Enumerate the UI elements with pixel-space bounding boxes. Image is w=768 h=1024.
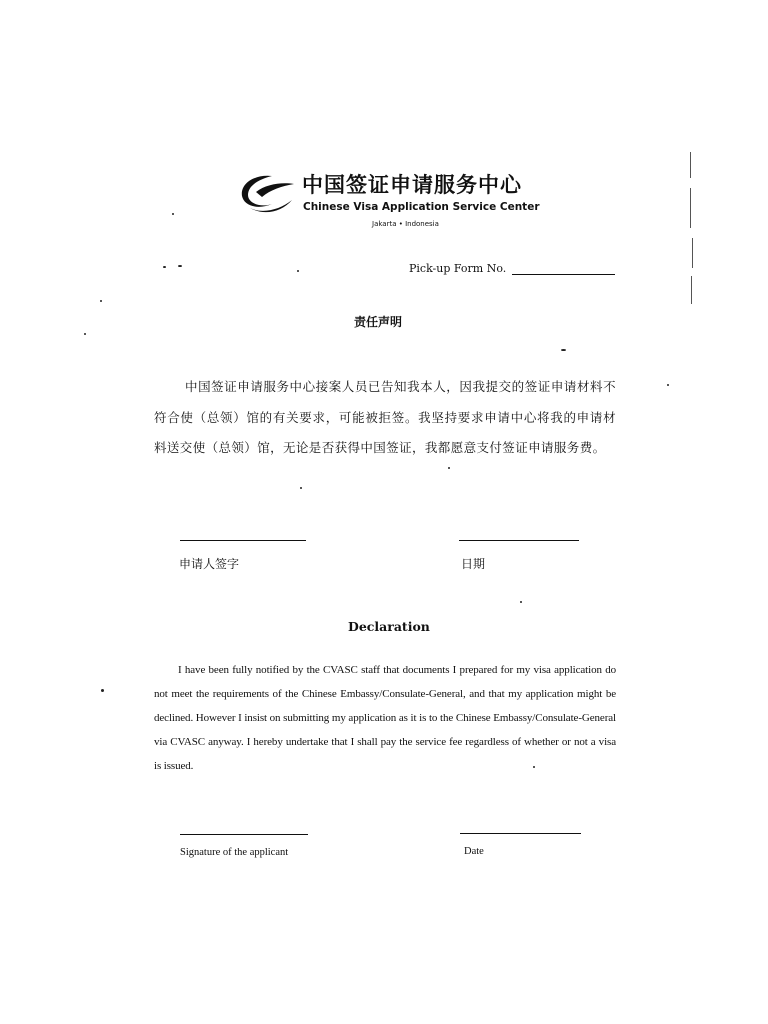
english-date-line[interactable] <box>460 833 581 834</box>
center-title-english: Chinese Visa Application Service Center <box>303 201 540 213</box>
scan-speck <box>533 766 535 768</box>
scan-speck <box>100 300 102 302</box>
scan-speck <box>163 266 166 268</box>
pickup-form-number-field[interactable] <box>512 263 615 275</box>
center-location: Jakarta • Indonesia <box>372 220 439 228</box>
chinese-declaration-text: 中国签证申请服务中心接案人员已告知我本人，因我提交的签证申请材料不符合使（总领）馆的有关要求，可能被拒签。我坚持要求申请中心将我的申请材料送交使（总领）馆，无论是否获得中国签证，我都愿意支付签证申请服务费。 <box>154 379 616 455</box>
pickup-form-number <box>409 262 615 275</box>
scan-edge-mark <box>690 152 691 178</box>
scan-speck <box>561 349 566 351</box>
scan-speck <box>667 384 669 386</box>
english-date-label: Date <box>464 846 484 857</box>
scan-speck <box>520 601 522 603</box>
chinese-date-line[interactable] <box>459 540 579 541</box>
chinese-signature-label: 申请人签字 <box>179 557 240 571</box>
english-signature-line[interactable] <box>180 834 308 835</box>
scan-speck <box>84 333 86 335</box>
scan-edge-mark <box>692 238 693 268</box>
scan-speck <box>101 689 104 692</box>
english-declaration-heading: Declaration <box>348 619 430 634</box>
english-declaration-text: I have been fully notified by the CVASC staff that documents I prepared for my visa application do not meet the requirements of the Chinese Embassy/Consulate-General, and that my application might be declined. However I insist on submitting my application as it is to the Chinese Embassy/Consulate-General via CVASC anyway. I hereby undertake that I shall pay the service fee regardless of whether or not a visa is issued. <box>154 664 616 772</box>
scan-speck <box>297 270 299 272</box>
scan-speck <box>172 213 174 215</box>
center-title-chinese: 中国签证申请服务中心 <box>302 172 522 197</box>
chinese-date-label: 日期 <box>461 557 486 571</box>
scan-edge-mark <box>690 188 691 228</box>
scan-speck <box>300 487 302 489</box>
chinese-signature-line[interactable] <box>180 540 306 541</box>
english-signature-label: Signature of the applicant <box>180 847 289 858</box>
chinese-declaration-heading: 责任声明 <box>354 315 403 329</box>
scan-speck <box>178 265 182 267</box>
scan-edge-mark <box>691 276 692 304</box>
scan-speck <box>448 467 450 469</box>
cvasc-logo-icon <box>236 170 298 216</box>
pickup-form-label: Pick-up Form No. <box>409 262 507 275</box>
